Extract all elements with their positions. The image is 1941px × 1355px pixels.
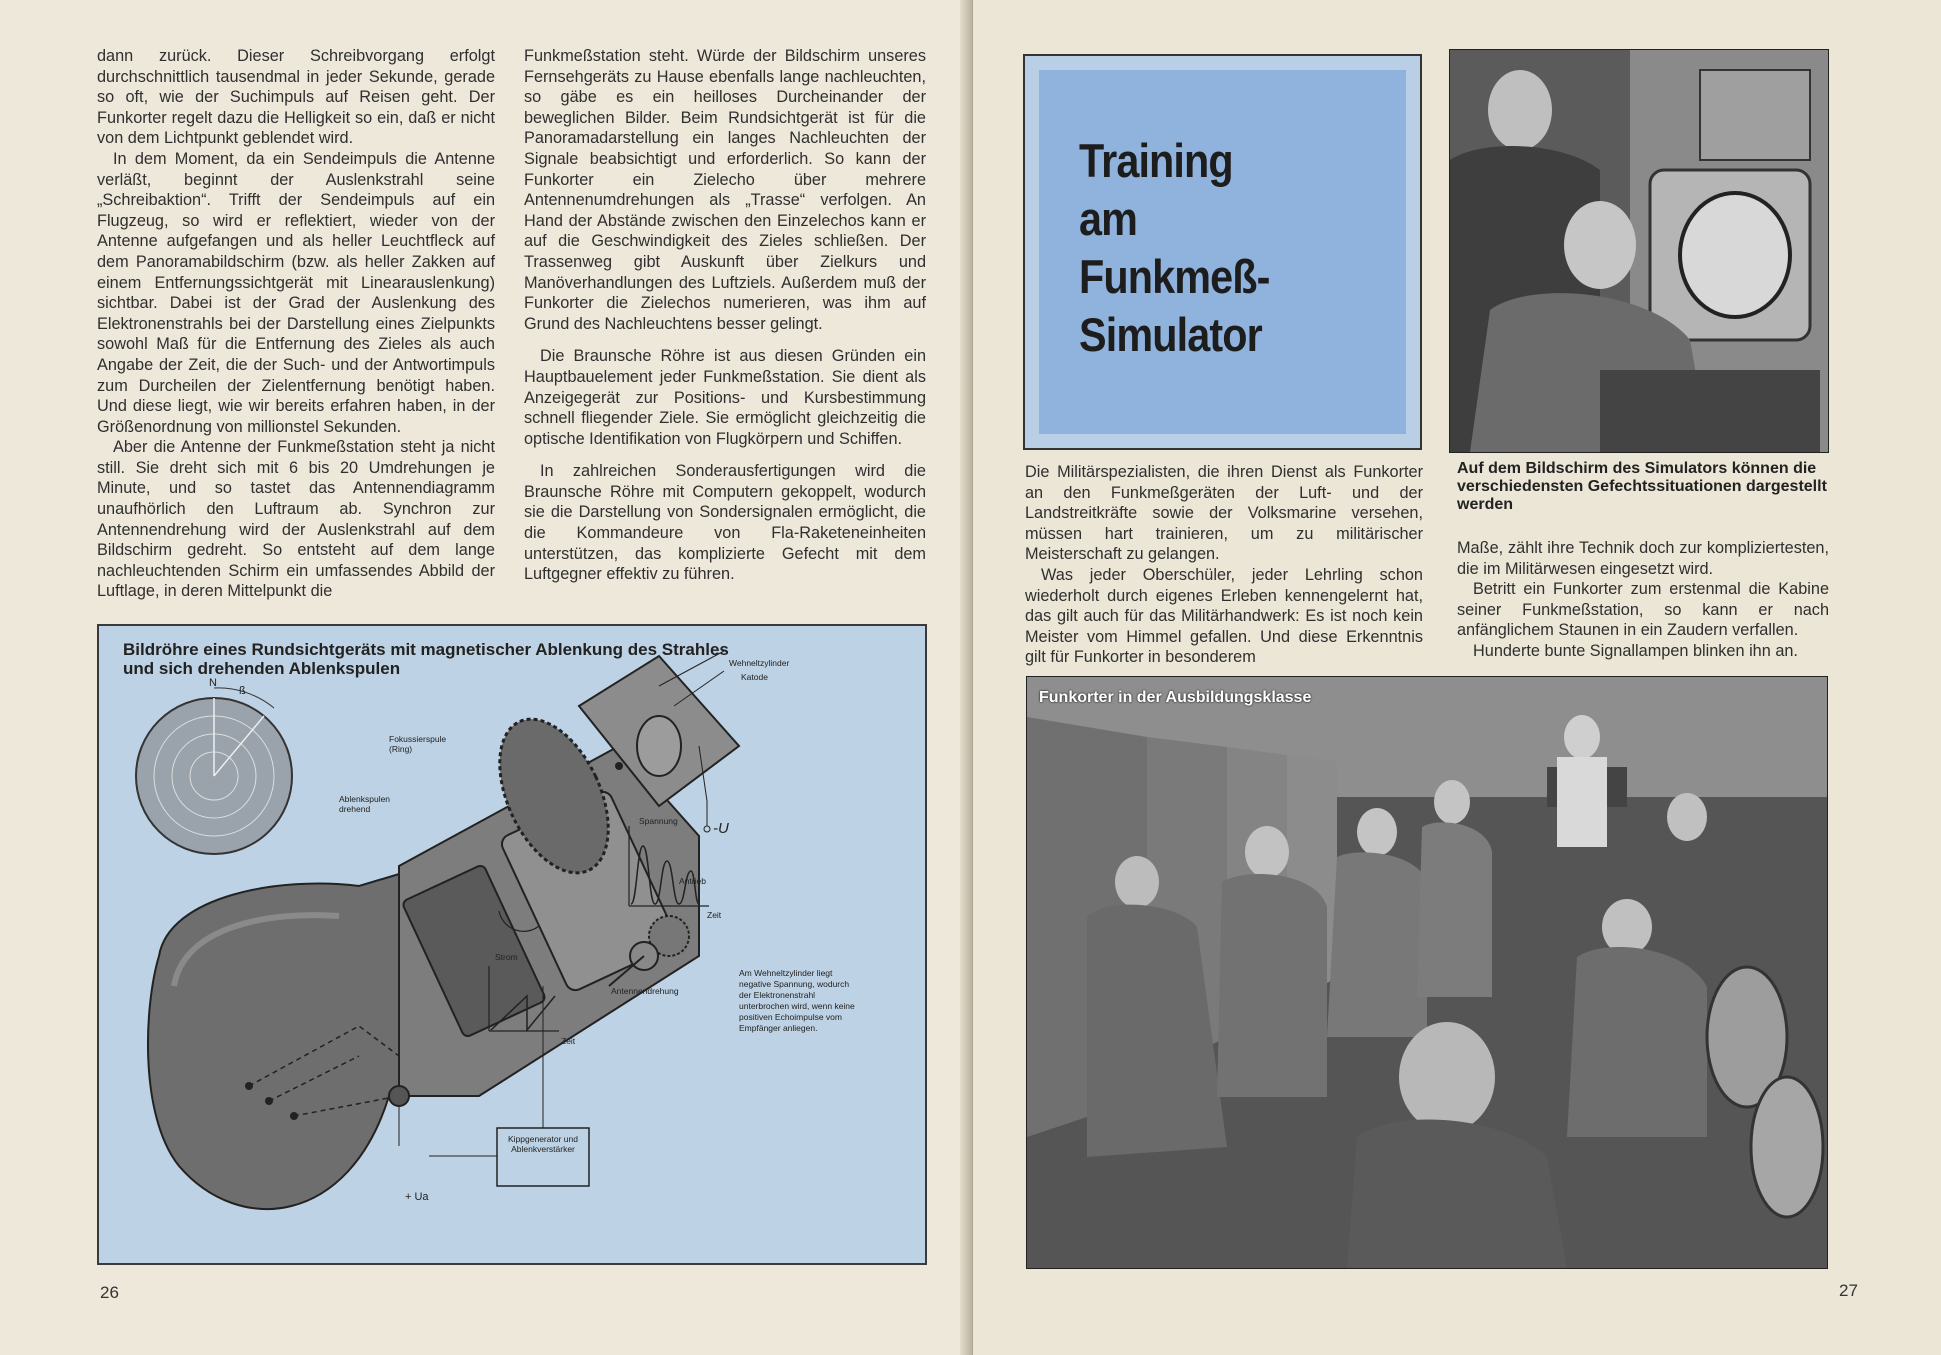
title-line: Funkmeß- (1079, 250, 1270, 303)
label-fokussierspule: Fokussierspule (Ring) (389, 734, 447, 754)
classroom-photo (1026, 676, 1828, 1269)
paragraph: Aber die Antenne der Funkmeßstation steht ja nicht still. Sie dreht sich mit 6 bis 20 Umdrehungen je Minute, und so tastet das Antennendiagramm unaufhörlich den Luftraum ab. Synchron zur Antennendrehung wird der Auslenkstrahl auf dem Bildschirm gedreht. So entsteht auf dem lange nachleuchtenden Schirm ein umfassendes Abbild der Luftlage, in deren Mittelpunkt die (97, 438, 495, 601)
page-number-right: 27 (1839, 1281, 1858, 1300)
paragraph: Betritt ein Funkorter zum erstenmal die Kabine seiner Funkmeßstation, so kann er nach anfänglichem Staunen in ein Zaudern verfallen. (1457, 580, 1829, 640)
diagram-title: Bildröhre eines Rundsichtgeräts mit magnetischer Ablenkung des Strahles und sich drehenden Ablenkspulen (123, 640, 729, 678)
title-box (1023, 54, 1422, 450)
label-antrieb: Antrieb (679, 876, 706, 886)
crt-diagram (97, 624, 927, 1265)
title-line: am (1079, 192, 1138, 245)
label-wehneltzylinder: Wehneltzylinder (729, 658, 790, 668)
label-antennendrehung: Antennendrehung (611, 986, 679, 996)
left-page (0, 0, 968, 1355)
paragraph: Die Militärspezialisten, die ihren Dienst als Funkorter an den Funkmeßgeräten der Luft- und der Landstreitkräfte sowie der Volksmarine versehen, müssen hart trainieren, um zu militärischer Meisterschaft zu gelangen. (1025, 463, 1423, 564)
label-spannung: Spannung (639, 816, 678, 826)
label-ablenkspulen: Ablenkspulen drehend (339, 794, 391, 814)
photo1-caption: Auf dem Bildschirm des Simulators können die verschiedensten Gefechtssituationen dargestellt werden (1457, 460, 1827, 513)
label-katode: Katode (741, 672, 768, 682)
label-kippgenerator: Kippgenerator und Ablenkverstärker (508, 1134, 578, 1154)
label-plus-ua: + Ua (405, 1191, 429, 1203)
paragraph: In zahlreichen Sonderausfertigungen wird die Braunsche Röhre mit Computern gekoppelt, wodurch sie die Darstellung von Sondersignalen ermöglicht, die die Kommandeure von Fla-Raketeneinheiten unterstützen, das komplizierte Gefecht mit dem Luftgegner effektiv zu führen. (524, 462, 926, 584)
simulator-photo (1449, 49, 1829, 453)
page-number-left: 26 (100, 1283, 119, 1302)
right-page (973, 0, 1941, 1355)
paragraph: Die Braunsche Röhre ist aus diesen Gründen ein Hauptbauelement jeder Funkmeßstation. Sie dient als Anzeigegerät zur Positions- und Kursbestimmung schnell fliegender Ziele. Sie ermöglicht gleichzeitig die optische Identifikation von Flugkörpern und Schiffen. (524, 347, 926, 448)
label-beta: ß (239, 685, 246, 697)
label-strom: Strom (495, 952, 518, 962)
label-north: N (209, 677, 217, 689)
diagram-note: Am Wehneltzylinder liegt negative Spannung, wodurch der Elektronenstrahl unterbrochen wird, wenn keine positiven Echoimpulse vom Empfänger anliegen. (739, 968, 855, 1033)
label-zeit-2: Zeit (561, 1036, 576, 1046)
label-zeit-1: Zeit (707, 910, 722, 920)
paragraph: In dem Moment, da ein Sendeimpuls die Antenne verläßt, beginnt der Auslenkstrahl seine „Schreibaktion“. Trifft der Sendeimpuls auf ein Flugzeug, so wird er reflektiert, wieder von der Antenne aufgefangen und als heller Leuchtfleck auf dem Panoramabildschirm (bzw. als heller Zakken auf einem Entfernungssichtgerät mit Linearauslenkung) sichtbar. Dabei ist der Grad der Auslenkung des Elektronenstrahls bei der Darstellung eines Zielpunkts sowohl Maß für die Entfernung des Zieles als auch Angabe der Zeit, die der Such- und der Antwortimpuls zum Durcheilen der Zielentfernung benötigt haben. Und diese liegt, wie wir bereits erfahren haben, in der Größenordnung von millionstel Sekunden. (97, 149, 495, 436)
paragraph: Maße, zählt ihre Technik doch zur kompliziertesten, die im Militärwesen eingesetzt wird. (1457, 539, 1829, 578)
paragraph: Hunderte bunte Signallampen blinken ihn an. (1473, 641, 1798, 660)
title-line: Training (1079, 134, 1233, 187)
radar-scope-icon (136, 685, 292, 854)
article-title (1079, 132, 1270, 364)
right-text-column-2 (1457, 538, 1829, 662)
title-line: Simulator (1079, 308, 1262, 361)
paragraph: Funkmeßstation steht. Würde der Bildschirm unseres Fernsehgeräts zu Hause ebenfalls lange nachleuchten, so gäbe es ein heilloses Durcheinander der beweglichen Bilder. Beim Rundsichtgerät ist für die Panoramadarstellung ein langes Nachleuchten der Signale beabsichtigt und erforderlich. So kann der Funkorter ein Zielecho über mehrere Antennenumdrehungen als „Trasse“ verfolgen. An Hand der Abstände zwischen den Einzelechos kann er auf die Geschwindigkeit des Zieles schließen. Der Trassenweg gibt Auskunft über Zielkurs und Manöverhandlungen des Luftziels. Außerdem muß der Funkorter die Zielechos numerieren, was ihm auf Grund des Nachleuchtens besser gelingt. (524, 47, 926, 333)
label-minus-u: -U (713, 820, 729, 837)
paragraph: Was jeder Oberschüler, jeder Lehrling schon wiederholt durch eigenes Erleben kennengelernt hat, das gilt auch für das Militärhandwerk: Es ist noch kein Meister vom Himmel gefallen. Und diese Erkenntnis gilt für Funkorter in besonderem (1025, 565, 1423, 667)
photo2-caption: Funkorter in der Ausbildungsklasse (1039, 689, 1312, 706)
right-text-column-1 (1025, 462, 1423, 668)
crt-illustration (99, 626, 929, 1267)
paragraph: dann zurück. Dieser Schreibvorgang erfolgt durchschnittlich tausendmal in jeder Sekunde, gerade so oft, wie der Suchimpuls auf Reisen geht. Der Funkorter regelt dazu die Helligkeit so ein, daß er nicht von dem Lichtpunkt geblendet wird. (97, 47, 495, 148)
left-text-column-2 (524, 46, 926, 585)
left-text-column-1 (97, 46, 495, 602)
